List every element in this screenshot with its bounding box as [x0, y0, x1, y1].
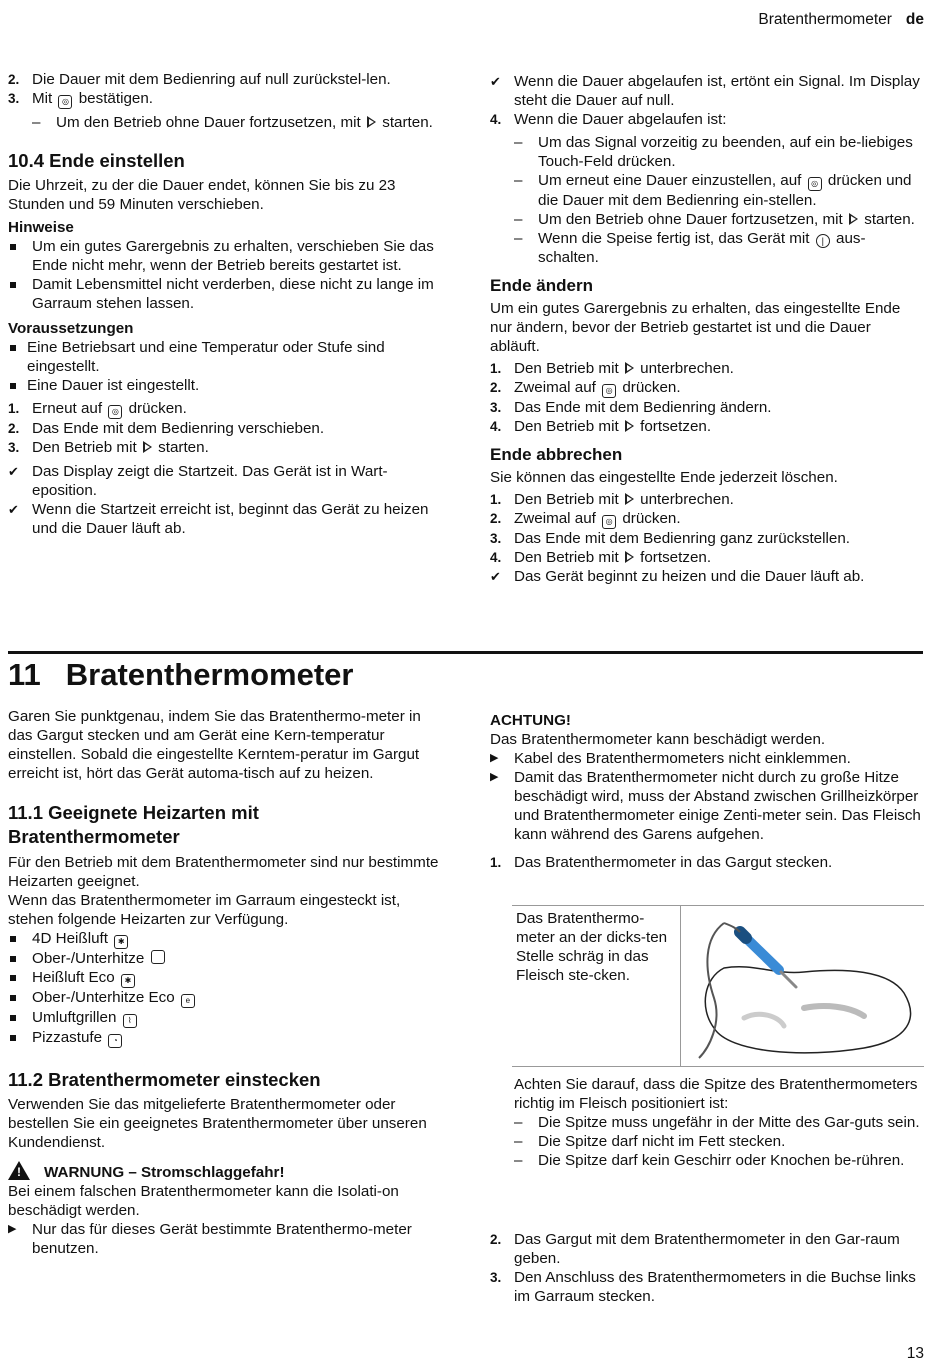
arrow-icon: ▶ — [490, 752, 499, 764]
right-top-column — [490, 72, 922, 586]
section-11-1-p1: Für den Betrieb mit dem Bratenthermometer sind nur bestimmte Heizarten geeignet. — [8, 854, 439, 890]
cancel-end-intro: Sie können das eingestellte Ende jederzeit löschen. — [490, 469, 838, 486]
dash-item: – Um erneut eine Dauer einzustellen, auf ◎ drücken und die Dauer mit dem Bedienring ein-stellen. — [514, 172, 912, 209]
running-header — [758, 10, 924, 29]
note-item: Um ein gutes Garergebnis zu erhalten, verschieben Sie das Ende nicht mehr, wenn der Betrieb bereits gestartet ist. — [8, 237, 444, 275]
dash-item: – Um den Betrieb ohne Dauer fortzusetzen, mit starten. — [514, 211, 915, 228]
ok-icon: ◎ — [602, 515, 616, 529]
pizza-setting-icon: ◔ — [108, 1034, 122, 1048]
section-11-2-p: Verwenden Sie das mitgelieferte Bratenthermometer oder bestellen Sie ein geeignetes Bratenthermometer über unseren Kundendienst. — [8, 1096, 427, 1151]
step-2: 2. Zweimal auf ◎ drücken. — [490, 510, 681, 527]
step-3: 3. Den Anschluss des Bratenthermometers in die Buchse links im Garraum stecken. — [490, 1269, 916, 1305]
dash-item: – Wenn die Speise fertig ist, das Gerät mit | aus-schalten. — [514, 230, 866, 266]
dash-continue: – Um den Betrieb ohne Dauer fortzusetzen, mit starten. — [32, 114, 433, 131]
note-item: Damit Lebensmittel nicht verderben, diese nicht zu lange im Garraum stehen lassen. — [8, 275, 444, 313]
section-11-2-title: 11.2 Bratenthermometer einstecken — [8, 1069, 321, 1090]
mode-item: Heißluft Eco ✱ — [8, 968, 444, 988]
chapter-rule — [8, 651, 923, 654]
ok-icon: ◎ — [58, 95, 72, 109]
change-end-title: Ende ändern — [490, 276, 593, 295]
power-icon: | — [816, 234, 830, 248]
section-10-4-title: 10.4 Ende einstellen — [8, 150, 185, 171]
step-1: 1. Den Betrieb mit unterbrechen. — [490, 360, 734, 377]
ok-icon: ◎ — [602, 384, 616, 398]
left-bottom-column — [8, 707, 444, 1258]
tip-item: – Die Spitze darf kein Geschirr oder Knochen be-rühren. — [514, 1152, 905, 1169]
step-2: 2. Die Dauer mit dem Bedienring auf null zurückstel-len. — [8, 71, 391, 88]
step-3: 3. Mit ◎ bestätigen. — [8, 90, 154, 107]
check-icon: ✔ — [8, 502, 19, 517]
step-4: 4. Wenn die Dauer abgelaufen ist: — [490, 111, 727, 128]
step-4: 4. Den Betrieb mit fortsetzen. — [490, 549, 712, 566]
play-icon — [367, 116, 376, 128]
step-4: 4. Den Betrieb mit fortsetzen. — [490, 418, 712, 435]
mode-item: Ober-/Unterhitze — [8, 949, 444, 968]
page-number: 13 — [906, 1345, 924, 1362]
cancel-end-title: Ende abbrechen — [490, 445, 623, 464]
tip-block — [514, 1075, 924, 1170]
play-icon — [625, 493, 634, 505]
step-2: 2. Das Ende mit dem Bedienring verschieben. — [8, 420, 325, 437]
step-2: 2. Das Gargut mit dem Bratenthermometer in den Gar-raum geben. — [490, 1231, 900, 1267]
thermometer-figure — [512, 905, 924, 1067]
step-3: 3. Den Betrieb mit starten. — [8, 439, 209, 456]
warning-title: !WARNUNG – Stromschlaggefahr! — [8, 1161, 444, 1182]
play-icon — [625, 362, 634, 374]
chapter-number: 11 — [8, 657, 41, 692]
mode-item: Ober-/Unterhitze Eco e — [8, 988, 444, 1008]
thermometer-cap — [740, 932, 746, 938]
result-item: ✔ Das Display zeigt die Startzeit. Das Gerät ist in Wart-eposition. — [8, 463, 388, 499]
chapter-title — [8, 656, 353, 694]
prereq-item: Eine Betriebsart und eine Temperatur oder Stufe sind eingestellt. — [8, 338, 444, 376]
result-item: ✔ Wenn die Dauer abgelaufen ist, ertönt ein Signal. Im Display steht die Dauer auf null. — [490, 73, 920, 109]
mode-item: Pizzastufe ◔ — [8, 1028, 444, 1048]
play-icon — [849, 213, 858, 225]
caution-title: ACHTUNG! — [490, 712, 571, 729]
right-bottom-column — [490, 711, 922, 872]
prereq-label: Voraussetzungen — [8, 320, 134, 337]
caution-text: Das Bratenthermometer kann beschädigt werden. — [490, 731, 826, 748]
top-bottom-eco-icon: e — [181, 994, 195, 1008]
warning-text: Bei einem falschen Bratenthermometer kann die Isolati-on beschädigt werden. — [8, 1183, 399, 1219]
step-2: 2. Zweimal auf ◎ drücken. — [490, 379, 681, 396]
section-11-1-title: 11.1 Geeignete Heizarten mit Bratenthermometer — [8, 802, 259, 847]
play-icon — [143, 441, 152, 453]
header-lang: de — [905, 11, 924, 28]
left-top-column — [8, 70, 444, 538]
tip-intro: Achten Sie darauf, dass die Spitze des Bratenthermometers richtig im Fleisch positioniert ist: — [514, 1076, 918, 1112]
figure-caption: Das Bratenthermo-meter an der dicks-ten Stelle schräg in das Fleisch ste-cken. — [516, 910, 668, 984]
warning-icon — [8, 1161, 30, 1180]
step-1: 1. Den Betrieb mit unterbrechen. — [490, 491, 734, 508]
step-1: 1. Erneut auf ◎ drücken. — [8, 400, 187, 417]
tip-item: – Die Spitze darf nicht im Fett stecken. — [514, 1133, 786, 1150]
result-item: ✔ Das Gerät beginnt zu heizen und die Dauer läuft ab. — [490, 568, 865, 585]
prereq-item: Eine Dauer ist eingestellt. — [8, 376, 444, 395]
check-icon: ✔ — [490, 74, 501, 89]
step-3: 3. Das Ende mit dem Bedienring ganz zurückstellen. — [490, 530, 850, 547]
mode-item: 4D Heißluft ✱ — [8, 929, 444, 949]
top-bottom-heat-icon — [151, 950, 165, 964]
arrow-icon: ▶ — [8, 1223, 17, 1235]
warning-action: ▶ Nur das für dieses Gerät bestimmte Bratenthermo-meter benutzen. — [8, 1221, 412, 1257]
chapter-name: Bratenthermometer — [65, 657, 354, 692]
check-icon: ✔ — [8, 464, 19, 479]
fan-grill-icon: ⌇ — [123, 1014, 137, 1028]
tip-item: – Die Spitze muss ungefähr in der Mitte des Gar-guts sein. — [514, 1114, 920, 1131]
ok-icon: ◎ — [108, 405, 122, 419]
right-bottom-steps — [490, 1230, 922, 1306]
caution-action: ▶ Damit das Bratenthermometer nicht durch zu große Hitze beschädigt wird, muss der Abstand zwischen Grillheizkörper und Bratenthermometer einige Zenti-meter sein. Das Fleisch kann während des Garens aufgehen. — [490, 769, 921, 843]
4d-hot-air-icon: ✱ — [114, 935, 128, 949]
change-end-intro: Um ein gutes Garergebnis zu erhalten, das eingestellte Ende nur ändern, bevor der Betrieb gestartet ist und die Dauer abläuft. — [490, 300, 901, 355]
dash-item: – Um das Signal vorzeitig zu beenden, auf ein be-liebiges Touch-Feld drücken. — [514, 134, 913, 170]
result-item: ✔ Wenn die Startzeit erreicht ist, beginnt das Gerät zu heizen und die Dauer läuft ab. — [8, 501, 429, 537]
notes-label: Hinweise — [8, 219, 74, 236]
mode-item: Umluftgrillen ⌇ — [8, 1008, 444, 1028]
arrow-icon: ▶ — [490, 771, 499, 783]
meat-thermometer-illustration — [684, 908, 920, 1063]
section-intro: Die Uhrzeit, zu der die Dauer endet, können Sie bis zu 23 Stunden und 59 Minuten verschieben. — [8, 177, 396, 213]
figure-divider — [680, 906, 681, 1066]
chapter-intro: Garen Sie punktgenau, indem Sie das Bratenthermo-meter in das Gargut stecken und am Gerät eine Kern-temperatur einstellen. Sobald die eingestellte Kerntem-peratur im Gargut erreicht ist, hört das Gerät automa-tisch auf zu heizen. — [8, 708, 421, 782]
check-icon: ✔ — [490, 569, 501, 584]
caution-action: ▶ Kabel des Bratenthermometers nicht einklemmen. — [490, 750, 851, 767]
step-1: 1. Das Bratenthermometer in das Gargut stecken. — [490, 854, 833, 871]
header-section: Bratenthermometer — [758, 11, 892, 28]
section-11-1-p2: Wenn das Bratenthermometer im Garraum eingesteckt ist, stehen folgende Heizarten zur Verfügung. — [8, 892, 401, 928]
ok-icon: ◎ — [808, 177, 822, 191]
step-3: 3. Das Ende mit dem Bedienring ändern. — [490, 399, 772, 416]
play-icon — [625, 420, 634, 432]
hot-air-eco-icon: ✱ — [121, 974, 135, 988]
play-icon — [625, 551, 634, 563]
